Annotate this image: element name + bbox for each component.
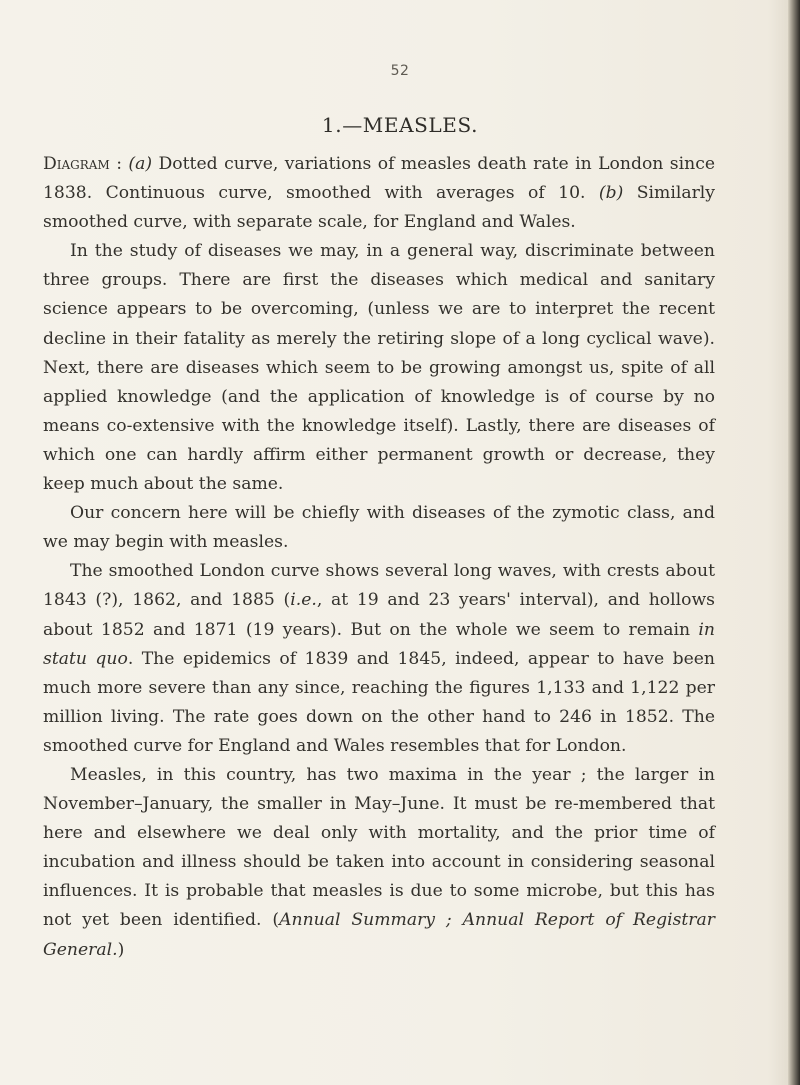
page-number: 52 <box>390 63 410 79</box>
section-heading: 1.—MEASLES. <box>321 113 479 137</box>
curve-text-2: , at 19 and 23 years' interval), and hollows about 1852 and 1871 (19 years). But on the whole we seem to remain <box>43 590 715 640</box>
source-close: ) <box>117 939 125 960</box>
part-b-marker: (b) <box>598 183 624 204</box>
part-a-marker: (a) <box>128 154 153 174</box>
seasonal-text: Measles, in this country, has two maxima in the year ; the larger in November–January, the smaller in May–June. It must be re-membered that here and elsewhere we deal only with mortality, and the prior time of incubation and illness should be taken into account in considering seasonal influences. It is probable that measles is due to some microbe, but this has not yet been identified. ( <box>43 764 715 931</box>
source-citation: Annual Summary ; Annual Report of Registrar General. <box>43 910 715 960</box>
curve-text-3: . The epidemics of 1839 and 1845, indeed, appear to have been much more severe than any since, reaching the figures 1,133 and 1,122 per million living. The rate goes down on the other hand to 246 in 1852. The smoothed curve for England and Wales resembles that for London. <box>43 648 715 756</box>
paragraph-disease-groups: In the study of diseases we may, in a general way, discriminate between three groups. There are first the diseases which medical and sanitary science appears to be overcoming, (unless we are to interpret the recent decline in their fatality as merely the retiring slope of a long cyclical wave). Next, there are diseases which seem to be growing amongst us, spite of all applied knowledge (and the application of knowledge is of course by no means co-extensive with the knowledge itself). Lastly, there are diseases of which one can hardly affirm either permanent growth or decrease, they keep much about the same. <box>43 241 715 495</box>
diagram-caption-paragraph <box>43 150 715 237</box>
curve-text-1: The smoothed London curve shows several long waves, with crests about 1843 (?), 1862, and 1885 ( <box>43 561 715 611</box>
part-a-text: Dotted curve, variations of measles death rate in London since 1838. Continuous curve, smoothed with averages of 10. <box>43 154 715 204</box>
diagram-label: Diagram <box>43 154 110 174</box>
paragraph-zymotic-concern: Our concern here will be chiefly with diseases of the zymotic class, and we may begin with measles. <box>43 503 715 553</box>
paragraph-london-curve <box>43 557 715 761</box>
paragraph-seasonal-maxima <box>43 761 715 965</box>
part-b-text: Similarly smoothed curve, with separate scale, for England and Wales. <box>43 183 715 233</box>
body-text <box>43 150 715 965</box>
diagram-colon: : <box>109 154 129 174</box>
curve-ie: i.e. <box>290 590 317 611</box>
curve-statu-quo: in statu quo <box>43 619 715 669</box>
binding-edge-shadow <box>788 0 800 1085</box>
